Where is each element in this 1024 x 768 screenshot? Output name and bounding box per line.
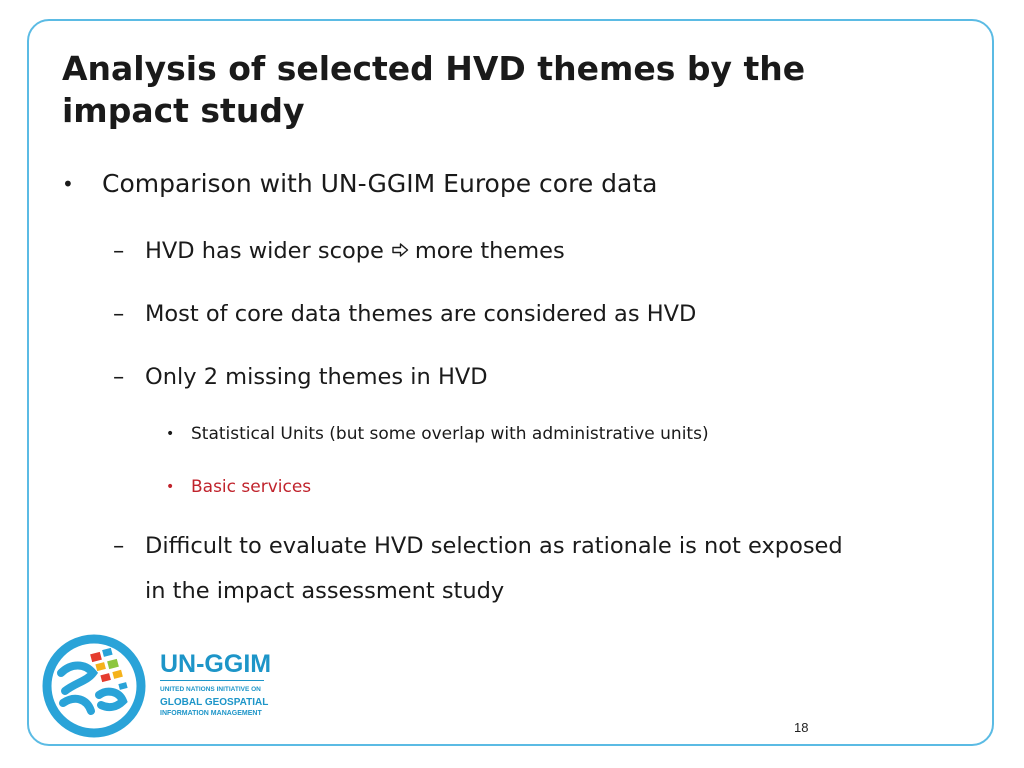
sub-bullet-text-before: HVD has wider scope [145, 238, 384, 264]
sub-bullet-text-after: more themes [414, 238, 565, 264]
brand-divider [160, 680, 264, 681]
right-arrow-outline-icon [392, 243, 409, 257]
slide-title: Analysis of selected HVD themes by the impact study [62, 49, 806, 130]
brand-tagline-2: GLOBAL GEOSPATIAL [160, 697, 269, 708]
dash-marker: – [113, 364, 125, 390]
brand-name: UN-GGIM [160, 650, 272, 678]
sub-bullet-text: Most of core data themes are considered as HVD [145, 301, 697, 327]
un-ggim-brand [160, 650, 280, 719]
sub-bullet-text-line2: in the impact assessment study [145, 578, 505, 604]
dash-marker: – [113, 533, 125, 559]
brand-tagline-3: INFORMATION MANAGEMENT [160, 710, 262, 717]
page-number: 18 [794, 720, 809, 735]
dash-marker: – [113, 238, 125, 264]
bullet-text: Comparison with UN-GGIM Europe core data [102, 169, 658, 198]
missing-theme-text: Statistical Units (but some overlap with administrative units) [191, 424, 709, 444]
dash-marker: – [113, 301, 125, 327]
sub-bullet-text: Only 2 missing themes in HVD [145, 364, 488, 390]
brand-tagline-1: UNITED NATIONS INITIATIVE ON [160, 686, 261, 693]
bullet-marker: • [62, 172, 74, 196]
sub-bullet-text-line1: Difficult to evaluate HVD selection as rationale is not exposed [145, 533, 843, 559]
missing-theme-text: Basic services [191, 477, 312, 497]
bullet-marker: • [166, 479, 175, 495]
bullet-marker: • [166, 426, 175, 442]
un-ggim-globe-logo-icon [41, 633, 147, 739]
